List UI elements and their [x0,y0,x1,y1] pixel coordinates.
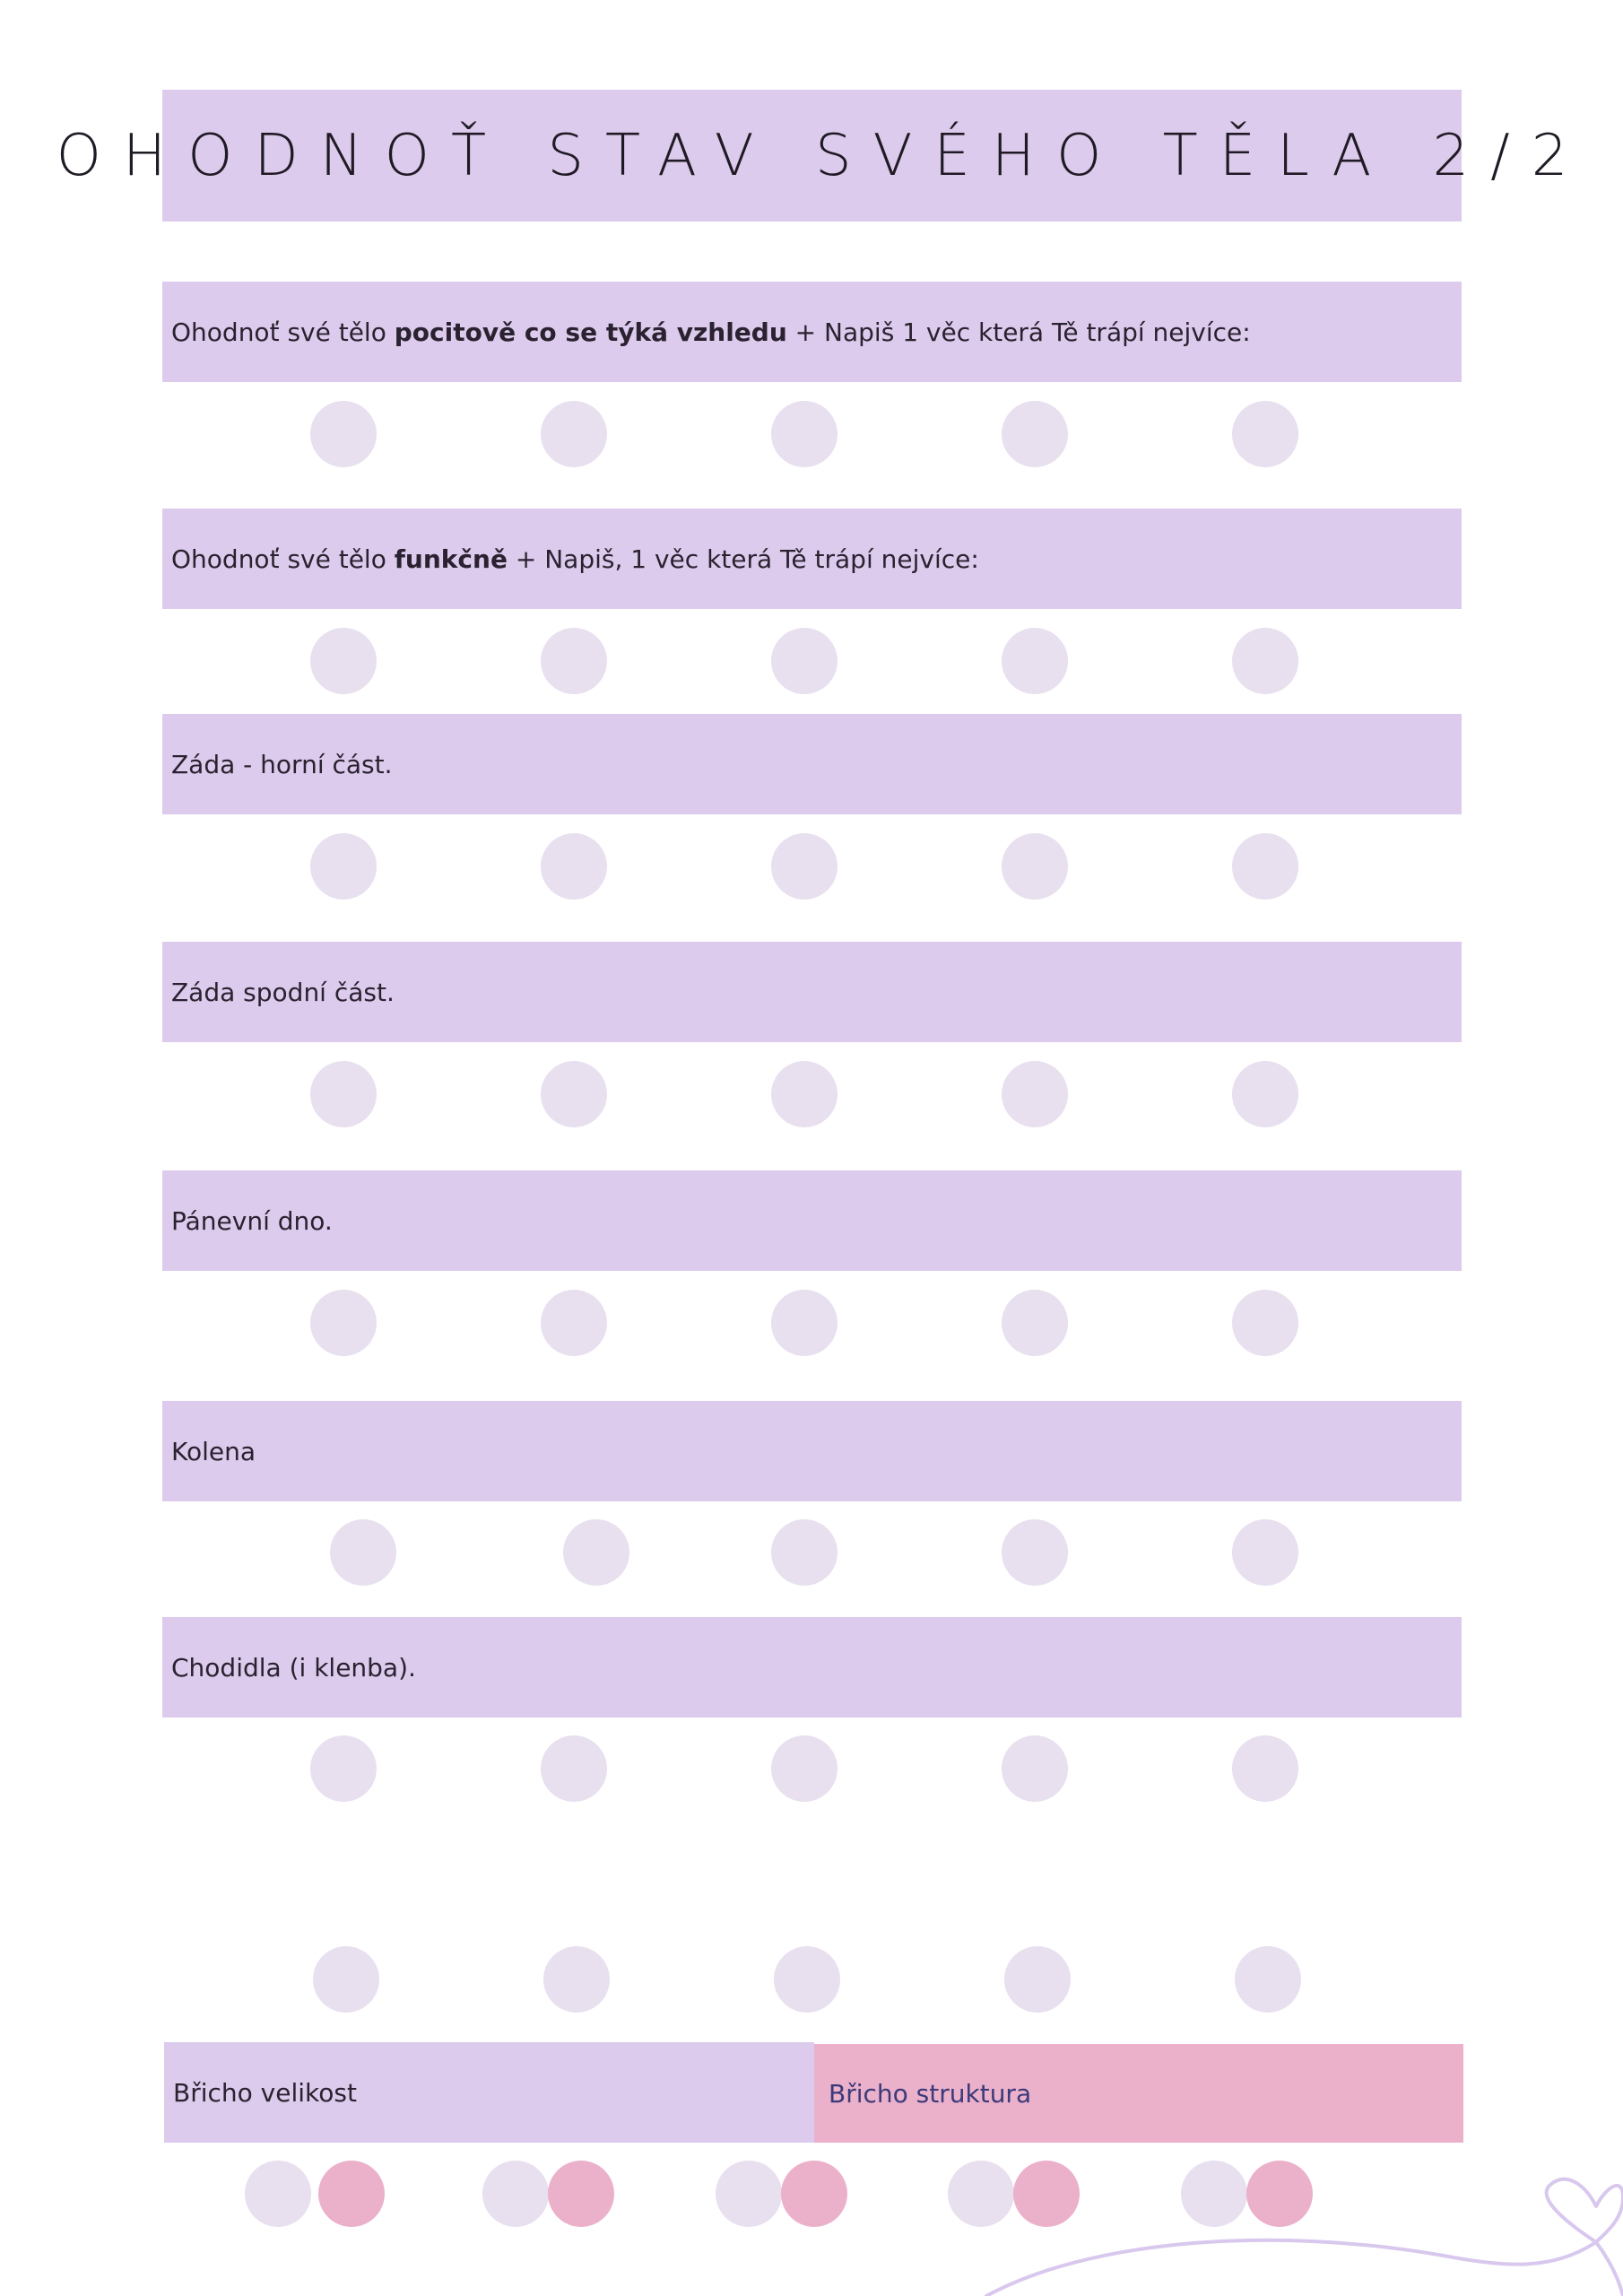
belly-size-label: Břicho velikost [173,2077,357,2108]
rating-dot-4[interactable] [1002,1061,1068,1127]
rating-dot-4[interactable] [1002,1735,1068,1802]
question-lower-back-label: Záda spodní část. [171,977,395,1007]
rating-dot-5[interactable] [1232,401,1298,467]
rating-dot-4[interactable] [1002,628,1068,694]
question-upper-back-label: Záda - horní část. [171,749,393,779]
question-appearance-bold: pocitově co se týká vzhledu [394,317,787,347]
rating-dot-1[interactable] [310,1290,377,1356]
belly-size-dot-1[interactable] [245,2161,311,2227]
question-pelvic-floor [162,1170,1462,1271]
question-function-bold: funkčně [394,544,508,574]
question-knees [162,1401,1462,1501]
rating-dot-4[interactable] [1002,1519,1068,1586]
rating-dot-3[interactable] [771,628,838,694]
question-appearance-pre: Ohodnoť své tělo [171,317,395,347]
rating-dot-5[interactable] [1232,1061,1298,1127]
rating-dot-3[interactable] [771,1519,838,1586]
title-bar [56,90,1590,222]
question-function [162,509,1462,609]
question-upper-back [162,714,1462,814]
question-feet-label: Chodidla (i klenba). [171,1652,416,1683]
belly-structure-dot-2[interactable] [548,2161,614,2227]
belly-size-dot-2[interactable] [482,2161,549,2227]
rating-dot-4[interactable] [1002,1290,1068,1356]
belly-size-dot-3[interactable] [716,2161,782,2227]
rating-dot-2[interactable] [541,833,607,900]
rating-dot-3[interactable] [771,1061,838,1127]
belly-structure-dot-1[interactable] [318,2161,385,2227]
question-feet [162,1617,1462,1718]
belly-structure-dot-3[interactable] [781,2161,847,2227]
rating-dot-3[interactable] [774,1946,840,2013]
rating-dot-5[interactable] [1232,1290,1298,1356]
rating-dot-2[interactable] [541,628,607,694]
rating-dot-4[interactable] [1002,401,1068,467]
rating-dot-3[interactable] [771,1735,838,1802]
page-title: OHODNOŤ STAV SVÉHO TĚLA 2/2 [56,122,1590,189]
rating-dot-3[interactable] [771,833,838,900]
rating-dot-2[interactable] [543,1946,610,2013]
question-knees-label: Kolena [171,1436,256,1466]
rating-dot-2[interactable] [541,1061,607,1127]
rating-dot-4[interactable] [1002,833,1068,900]
question-appearance [162,282,1462,382]
rating-dot-5[interactable] [1232,1519,1298,1586]
belly-size-bar [164,2042,814,2143]
rating-dot-1[interactable] [310,401,377,467]
question-lower-back [162,942,1462,1042]
rating-dot-1[interactable] [310,628,377,694]
question-pelvic-floor-label: Pánevní dno. [171,1205,333,1236]
rating-dot-1[interactable] [310,833,377,900]
rating-dot-1[interactable] [310,1061,377,1127]
rating-dot-3[interactable] [771,401,838,467]
rating-dot-5[interactable] [1235,1946,1301,2013]
rating-dot-5[interactable] [1232,833,1298,900]
belly-structure-label: Břicho struktura [829,2078,1032,2109]
rating-dot-2[interactable] [541,1735,607,1802]
rating-dot-1[interactable] [310,1735,377,1802]
rating-dot-1[interactable] [330,1519,396,1586]
rating-dot-1[interactable] [313,1946,379,2013]
rating-dot-2[interactable] [541,401,607,467]
belly-structure-bar [814,2044,1463,2143]
rating-dot-5[interactable] [1232,628,1298,694]
question-function-post: + Napiš, 1 věc která Tě trápí nejvíce: [507,544,979,574]
rating-dot-2[interactable] [541,1290,607,1356]
rating-dot-3[interactable] [771,1290,838,1356]
question-function-pre: Ohodnoť své tělo [171,544,395,574]
rating-dot-4[interactable] [1004,1946,1071,2013]
rating-dot-5[interactable] [1232,1735,1298,1802]
rating-dot-2[interactable] [563,1519,629,1586]
heart-swirl-icon [977,2170,1623,2296]
question-appearance-post: + Napiš 1 věc která Tě trápí nejvíce: [786,317,1251,347]
